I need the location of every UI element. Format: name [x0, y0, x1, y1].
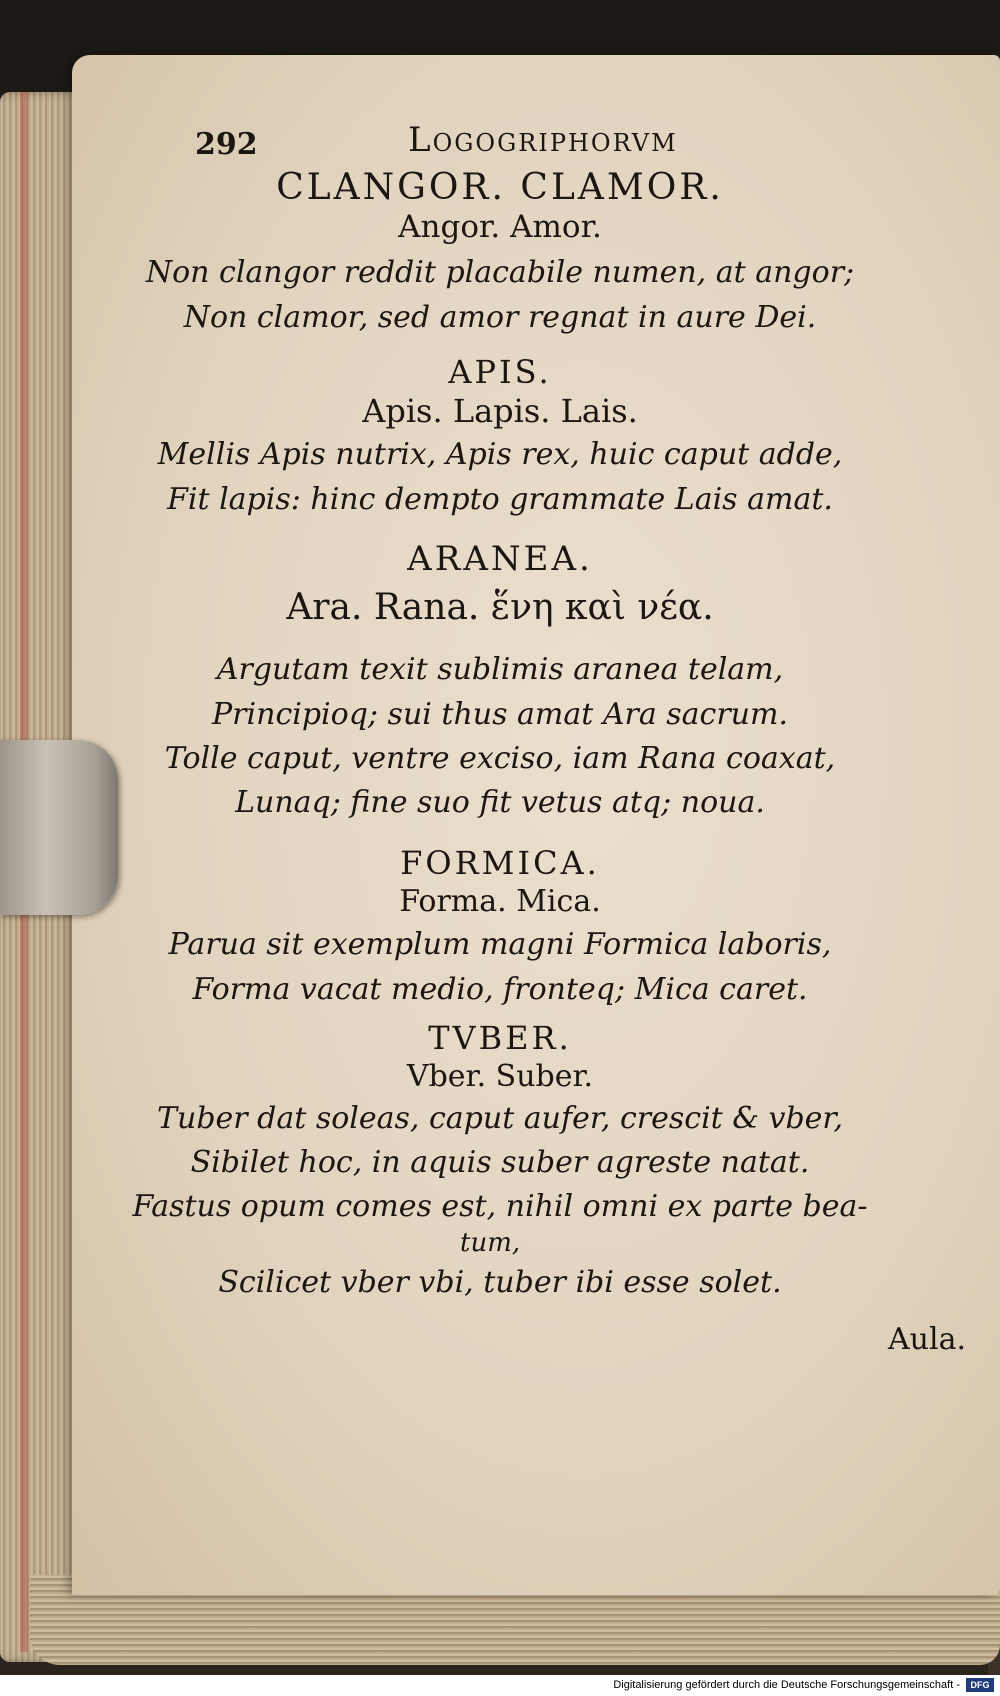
section-words: Vber. Suber.	[406, 1059, 594, 1094]
verse-line: Fit lapis: hinc dempto grammate Lais amat.	[167, 482, 833, 517]
verse-line: Tolle caput, ventre exciso, iam Rana coaxat,	[164, 741, 836, 776]
verse-line: Tuber dat soleas, caput aufer, crescit & vber,	[156, 1101, 843, 1136]
section-words: Ara. Rana. ἕνη καὶ νέα.	[286, 587, 714, 628]
verse-line: Forma vacat medio, fronteq; Mica caret.	[192, 972, 808, 1007]
section-words: Apis. Lapis. Lais.	[362, 392, 638, 430]
verse-line: tum,	[460, 1228, 521, 1258]
page-number: 292	[195, 127, 258, 162]
section-title: TVBER.	[428, 1019, 572, 1057]
verse-line: Argutam texit sublimis aranea telam,	[216, 652, 784, 687]
verse-line: Non clangor reddit placabile numen, at angor;	[145, 255, 855, 290]
verse-line: Fastus opum comes est, nihil omni ex parte bea-	[132, 1189, 868, 1224]
footer-text: Digitalisierung gefördert durch die Deutsche Forschungsgemeinschaft -	[613, 1679, 960, 1691]
running-title: Logogriphorvm	[408, 120, 678, 160]
digitization-footer	[0, 1675, 1000, 1696]
section-title: FORMICA.	[400, 844, 600, 882]
verse-line: Lunaq; fine suo fit vetus atq; noua.	[235, 785, 765, 820]
verse-line: Mellis Apis nutrix, Apis rex, huic caput adde,	[157, 437, 843, 472]
section-words: Angor. Amor.	[398, 209, 602, 245]
section-words: Forma. Mica.	[399, 884, 601, 919]
section-title: APIS.	[448, 353, 552, 391]
verse-line: Principioq; sui thus amat Ara sacrum.	[212, 697, 788, 732]
catchword: Aula.	[888, 1322, 967, 1357]
verse-line: Sibilet hoc, in aquis suber agreste natat.	[190, 1145, 810, 1180]
section-title: CLANGOR. CLAMOR.	[276, 167, 724, 208]
verse-line: Parua sit exemplum magni Formica laboris,	[168, 927, 832, 962]
section-title: ARANEA.	[407, 539, 593, 579]
verse-line: Scilicet vber vbi, tuber ibi esse solet.	[218, 1265, 782, 1300]
verse-line: Non clamor, sed amor regnat in aure Dei.	[183, 300, 817, 335]
dfg-logo-icon: DFG	[966, 1678, 994, 1692]
